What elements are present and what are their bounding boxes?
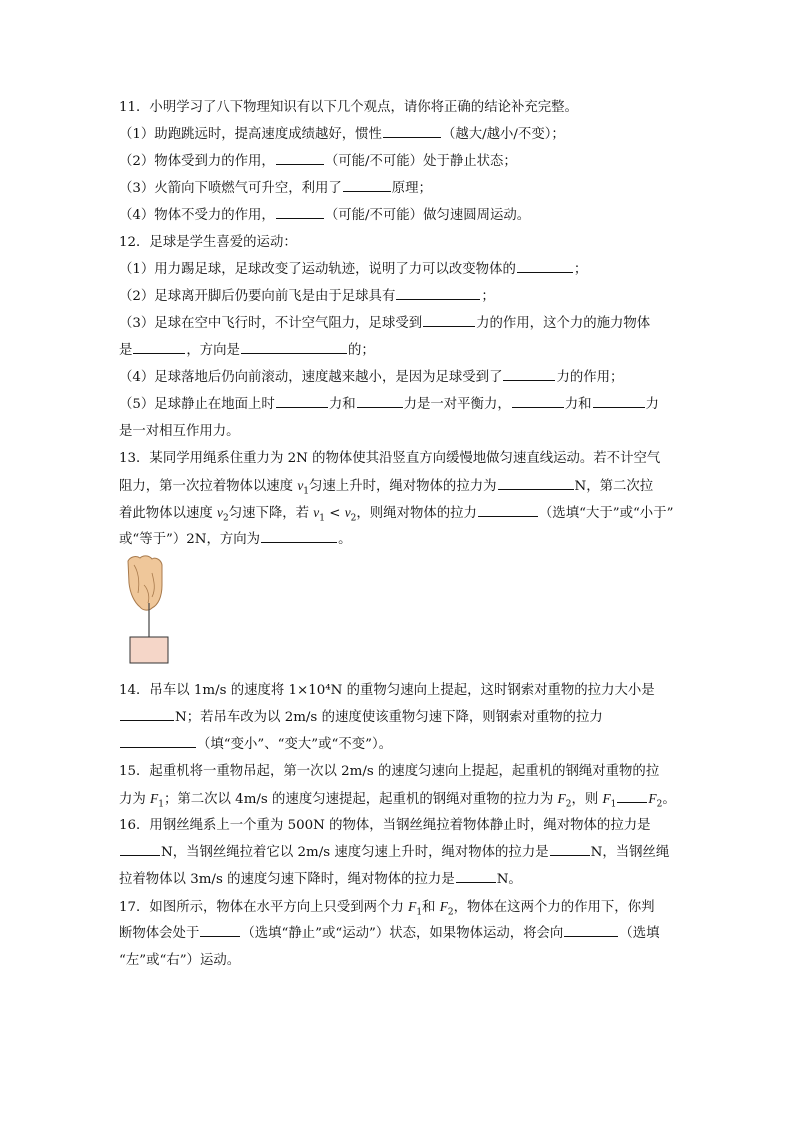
answer-blank[interactable] bbox=[456, 868, 496, 883]
q14-line1: 14．吊车以 1m/s 的速度将 1×10⁴N 的重物匀速向上提起，这时钢索对重物的拉力大小是 bbox=[119, 683, 655, 698]
q12-part3-cont: 是 ，方向是 的； bbox=[119, 337, 679, 364]
answer-blank[interactable] bbox=[276, 393, 328, 408]
answer-blank[interactable] bbox=[396, 285, 480, 300]
q14-line3: （填“变小”、“变大”或“不变”）。 bbox=[119, 731, 679, 758]
q12-part5: （5）足球静止在地面上时 力和 力是一对平衡力， 力和 力 bbox=[119, 391, 679, 418]
answer-blank[interactable] bbox=[550, 841, 590, 856]
answer-blank[interactable] bbox=[276, 204, 324, 219]
q11-stem: 11．小明学习了八下物理知识有以下几个观点，请你将正确的结论补充完整。 bbox=[119, 100, 578, 115]
q12-stem: 12．足球是学生喜爱的运动： bbox=[119, 235, 297, 250]
q16-line1: 16．用钢丝绳系上一个重为 500N 的物体，当钢丝绳拉着物体静止时，绳对物体的拉力是 bbox=[119, 818, 651, 833]
q11-part3: （3）火箭向下喷燃气可升空，利用了 原理； bbox=[119, 175, 679, 202]
q12-part4: （4）足球落地后仍向前滚动，速度越来越小，是因为足球受到了 力的作用； bbox=[119, 364, 679, 391]
answer-blank[interactable] bbox=[241, 339, 347, 354]
q17-line1: 17．如图所示，物体在水平方向上只受到两个力 $F_1$和 $F_2$，物体在这两个力的作用下，你判 bbox=[119, 899, 655, 918]
answer-blank[interactable] bbox=[120, 706, 174, 721]
q14-line2: N；若吊车改为以 2m/s 的速度使该重物匀速下降，则钢索对重物的拉力 bbox=[119, 704, 679, 731]
answer-blank[interactable] bbox=[423, 312, 475, 327]
answer-blank[interactable] bbox=[120, 841, 160, 856]
q11-part4: （4）物体不受力的作用， （可能/不可能）做匀速圆周运动。 bbox=[119, 202, 679, 229]
q13-line2: 阻力，第一次拉着物体以速度 $v_1$匀速上升时，绳对物体的拉力为 N，第二次拉 bbox=[119, 472, 679, 499]
q13-line3: 着此物体以速度 $v_2$匀速下降，若 $v_1 < v_2$，则绳对物体的拉力 （选填“大于”或“小于” bbox=[119, 499, 679, 526]
answer-blank[interactable] bbox=[383, 123, 441, 138]
answer-blank[interactable] bbox=[517, 258, 573, 273]
q15-line1: 15．起重机将一重物吊起，第一次以 2m/s 的速度匀速向上提起，起重机的钢绳对重物的拉 bbox=[119, 764, 660, 779]
answer-blank[interactable] bbox=[503, 366, 555, 381]
q15-line2: 力为 $F_1$；第二次以 4m/s 的速度匀速提起，起重机的钢绳对重物的拉力为 $F_2$，则 $F_1$ $F_2$。 bbox=[119, 785, 679, 812]
q11-part2: （2）物体受到力的作用， （可能/不可能）处于静止状态； bbox=[119, 148, 679, 175]
answer-blank[interactable] bbox=[276, 150, 324, 165]
q12-part5-cont: 是一对相互作用力。 bbox=[119, 424, 240, 439]
hand-rope-block-illustration bbox=[122, 555, 182, 671]
answer-blank[interactable] bbox=[593, 393, 645, 408]
q16-line2: N，当钢丝绳拉着它以 2m/s 速度匀速上升时，绳对物体的拉力是 N，当钢丝绳 bbox=[119, 839, 679, 866]
answer-blank[interactable] bbox=[343, 177, 391, 192]
answer-blank[interactable] bbox=[564, 922, 618, 937]
answer-blank[interactable] bbox=[478, 502, 538, 517]
answer-blank[interactable] bbox=[120, 733, 196, 748]
q17-line3: “左”或“右”）运动。 bbox=[119, 953, 241, 968]
q12-part2: （2）足球离开脚后仍要向前飞是由于足球具有 ； bbox=[119, 283, 679, 310]
answer-blank[interactable] bbox=[357, 393, 403, 408]
q12-part1: （1）用力踢足球，足球改变了运动轨迹，说明了力可以改变物体的 ； bbox=[119, 256, 679, 283]
answer-blank[interactable] bbox=[133, 339, 185, 354]
hand-holding-block-figure bbox=[119, 553, 679, 677]
q16-line3: 拉着物体以 3m/s 的速度匀速下降时，绳对物体的拉力是 N。 bbox=[119, 866, 679, 893]
answer-blank[interactable] bbox=[498, 475, 574, 490]
answer-blank[interactable] bbox=[617, 788, 647, 803]
answer-blank[interactable] bbox=[261, 528, 337, 543]
answer-blank[interactable] bbox=[512, 393, 564, 408]
q13-line4: 或“等于”）2N，方向为 。 bbox=[119, 526, 679, 553]
q11-part1: （1）助跑跳远时，提高速度成绩越好，惯性 （越大/越小/不变）； bbox=[119, 121, 679, 148]
q12-part3: （3）足球在空中飞行时，不计空气阻力，足球受到 力的作用，这个力的施力物体 bbox=[119, 310, 679, 337]
worksheet-page bbox=[119, 94, 679, 974]
q17-line2: 断物体会处于 （选填“静止”或“运动”）状态，如果物体运动，将会向 （选填 bbox=[119, 920, 679, 947]
answer-blank[interactable] bbox=[200, 922, 240, 937]
q13-line1: 13．某同学用绳系住重力为 2N 的物体使其沿竖直方向缓慢地做匀速直线运动。若不计空气 bbox=[119, 451, 661, 466]
